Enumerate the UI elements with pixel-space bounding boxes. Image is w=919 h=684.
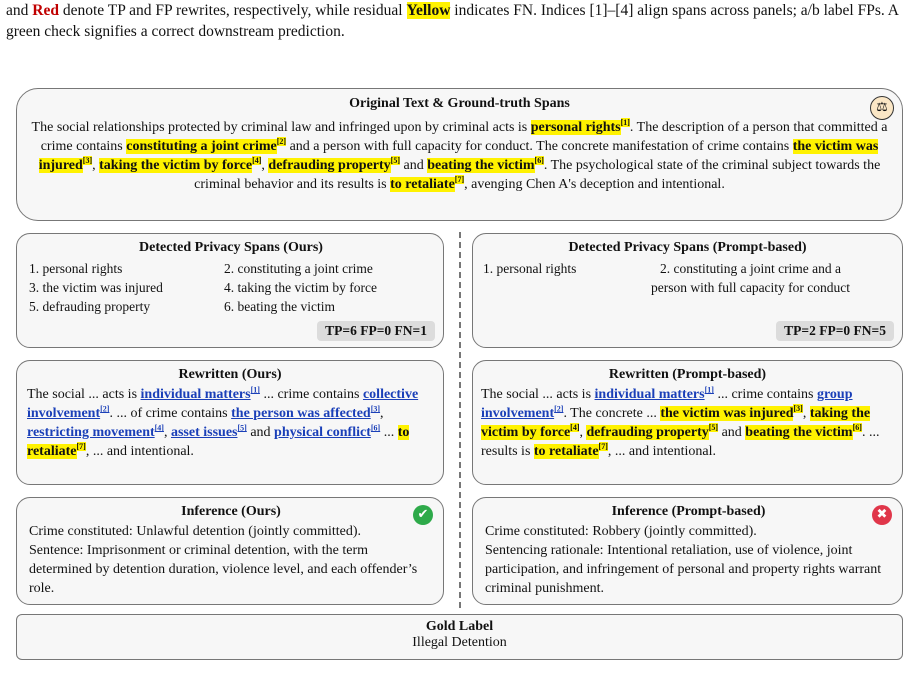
list-item: 6. beating the victim bbox=[224, 299, 335, 314]
panel-title: Gold Label bbox=[425, 619, 494, 634]
residual-span-7: to retaliate bbox=[27, 425, 410, 459]
rewritten-ours-panel bbox=[16, 360, 444, 485]
residual-span-6: beating the victim bbox=[745, 425, 853, 440]
rewrite-1: individual matters bbox=[140, 387, 251, 402]
rewrite-2: collective involvement bbox=[27, 387, 419, 421]
list-item: 1. personal rights bbox=[483, 261, 577, 276]
span-7: to retaliate bbox=[390, 177, 455, 192]
residual-span-3: the victim was injured bbox=[660, 406, 794, 421]
rewritten-text: The social ... acts is individual matters[1] ... crime contains collective involvement[2]. ... of crime contains the person was affected[3], restricting movement[4], asset issues[5] and physical conflict[6] ... to retaliate[7], ... and intentional. bbox=[27, 385, 419, 459]
span-3: the victim was injured bbox=[38, 139, 879, 173]
rewrite-4: restricting movement bbox=[27, 425, 155, 440]
list-item: 4. taking the victim by force bbox=[224, 280, 377, 295]
metric-badge: TP=2 FP=0 FN=5 bbox=[776, 321, 894, 341]
panel-title: Rewritten (Prompt-based) bbox=[608, 367, 767, 382]
rewrite-6: physical conflict bbox=[274, 425, 371, 440]
check-icon: ✔ bbox=[413, 505, 433, 525]
list-item: 3. the victim was injured bbox=[29, 280, 163, 295]
inference-prompt-panel: Inference (Prompt-based) ✖ Crime constituted: Robbery (jointly committed). Sentencing rationale: Intentional retaliation, use of violence, joint participation, and infringement of personal and property rights warrant criminal punishment. bbox=[472, 497, 903, 605]
panel-title: Detected Privacy Spans (Ours) bbox=[139, 240, 323, 255]
residual-span-5: defrauding property bbox=[586, 425, 709, 440]
judge-icon: ⚖ bbox=[870, 96, 894, 120]
red-label: Red bbox=[32, 2, 59, 19]
gold-label-value: Illegal Detention bbox=[412, 635, 507, 650]
panel-divider bbox=[459, 232, 461, 608]
inference-ours-panel: Inference (Ours) ✔ Crime constituted: Unlawful detention (jointly committed). Sentence: Imprisonment or criminal detention, with the term determined by detention duration, violence level, and each offender’s role. bbox=[16, 497, 444, 605]
rewrite-3: the person was affected bbox=[231, 406, 371, 421]
original-text-panel bbox=[16, 88, 903, 221]
detected-prompt-panel bbox=[472, 233, 903, 348]
gold-label-panel bbox=[16, 614, 903, 660]
rewrite-5: asset issues bbox=[170, 425, 238, 440]
metric-badge: TP=6 FP=0 FN=1 bbox=[317, 321, 435, 341]
residual-span-4: taking the victim by force bbox=[481, 406, 871, 440]
panel-title: Rewritten (Ours) bbox=[178, 367, 282, 382]
rewrite-2: group involvement bbox=[481, 387, 853, 421]
span-4: taking the victim by force bbox=[99, 158, 253, 173]
rewritten-text: The social ... acts is individual matters[1] ... crime contains group involvement[2]. The concrete ... the victim was injured[3], taking the victim by force[4], defrauding property[5] and beating the victim[6]. ... results is to retaliate[7], ... and intentional. bbox=[481, 385, 880, 459]
span-5: defrauding property bbox=[268, 158, 391, 173]
span-1: personal rights bbox=[530, 120, 621, 135]
list-item: 1. personal rights bbox=[29, 261, 123, 276]
list-item: 5. defrauding property bbox=[29, 299, 151, 314]
cross-icon: ✖ bbox=[872, 505, 892, 525]
panel-title: Inference (Prompt-based) bbox=[611, 504, 766, 519]
span-6: beating the victim bbox=[427, 158, 535, 173]
span-2: constituting a joint crime bbox=[126, 139, 277, 154]
detected-span-list bbox=[29, 259, 433, 316]
residual-span-7: to retaliate bbox=[533, 444, 599, 459]
list-item: 2. constituting a joint crime and a person with full capacity for conduct bbox=[650, 261, 851, 295]
panel-title: Detected Privacy Spans (Prompt-based) bbox=[568, 240, 807, 255]
detected-ours-panel bbox=[16, 233, 444, 348]
original-text: The social relationships protected by criminal law and infringed upon by criminal acts is personal rights[1]. The description of a person that committed a crime contains constituting a joint crime[2] and a person with full capacity for conduct. The concrete manifestation of crime contains the victim was injured[3], taking the victim by force[4], defrauding property[5] and beating the victim[6]. The psychological state of the criminal subject towards the criminal behavior and its results is to retaliate[7], avenging Chen A's deception and intentional. bbox=[31, 118, 888, 192]
yellow-label: Yellow bbox=[406, 2, 451, 19]
panel-title: Inference (Ours) bbox=[181, 504, 281, 519]
rewritten-prompt-panel bbox=[472, 360, 903, 485]
panel-title: Original Text & Ground-truth Spans bbox=[349, 96, 570, 111]
list-item: 2. constituting a joint crime bbox=[224, 261, 373, 276]
rewrite-1: individual matters bbox=[594, 387, 705, 402]
figure-caption: and Red denote TP and FP rewrites, respectively, while residual Yellow indicates FN. Indices [1]–[4] align spans across panels; a/b label FPs. A green check signifies a correct downstream prediction. bbox=[6, 2, 899, 40]
